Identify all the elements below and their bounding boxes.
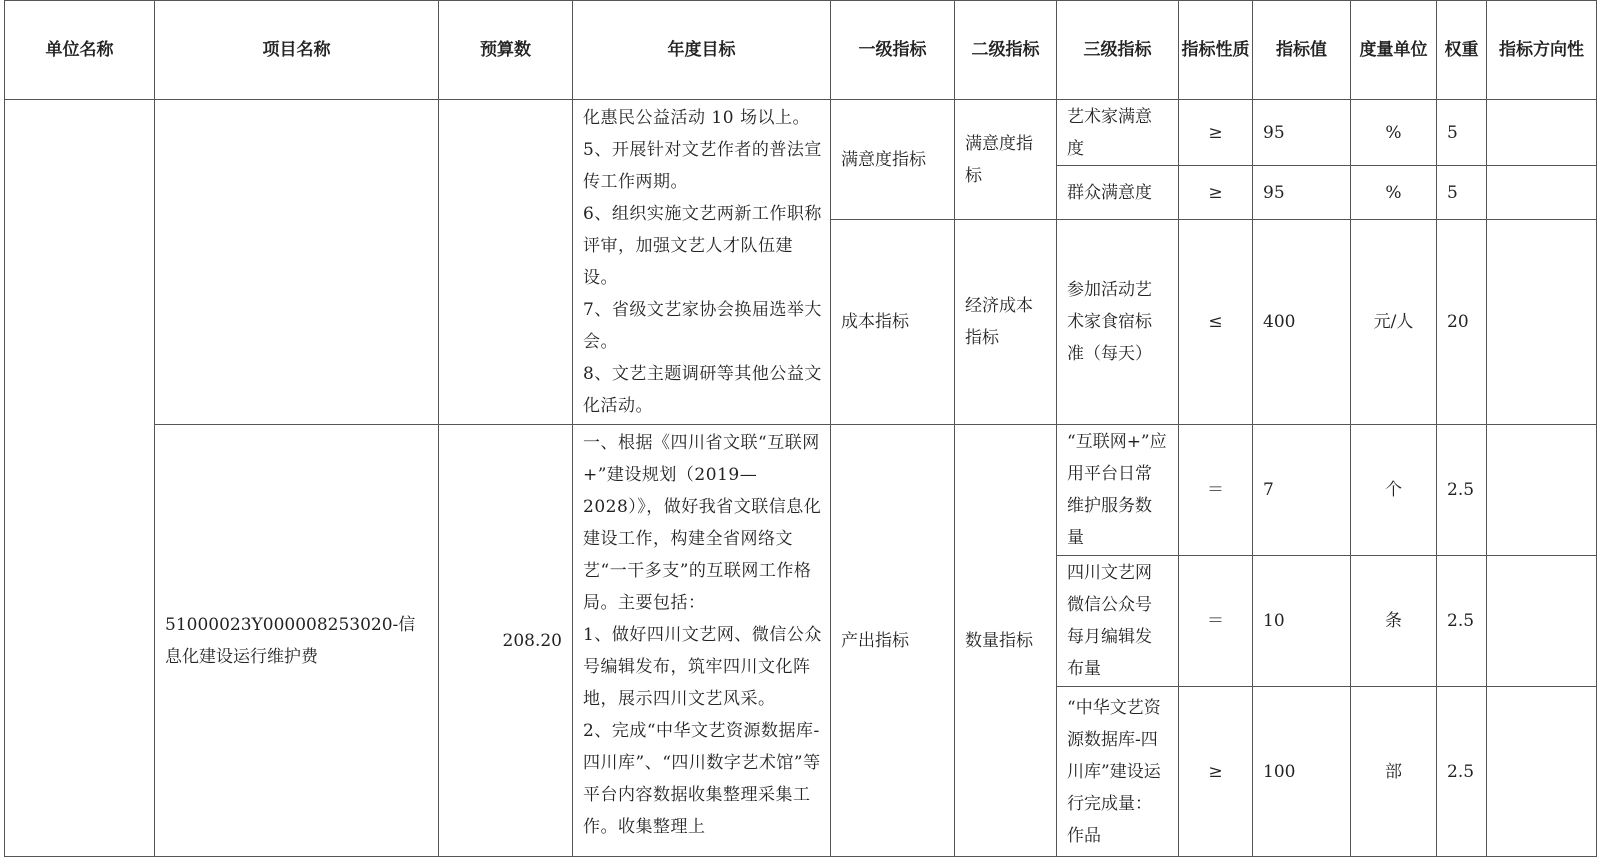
level3-cell: “互联网+”应用平台日常维护服务数量: [1057, 425, 1179, 556]
header-project-name: 项目名称: [155, 1, 439, 100]
header-unit: 度量单位: [1351, 1, 1437, 100]
header-level2: 二级指标: [955, 1, 1057, 100]
level3-cell: 群众满意度: [1057, 166, 1179, 220]
project-a-goal-cell: [573, 100, 831, 425]
weight-cell: 5: [1437, 166, 1487, 220]
nature-cell: ＝: [1179, 425, 1253, 556]
unit-name-cell: [5, 100, 155, 857]
table-row: [5, 425, 1597, 556]
project-b-name-cell: 51000023Y000008253020-信息化建设运行维护费: [155, 425, 439, 857]
nature-cell: ≥: [1179, 166, 1253, 220]
goal-line: 2、完成“中华文艺资源数据库-四川库”、“四川数字艺术馆”等平台内容数据收集整理采集工作。收集整理上: [583, 721, 821, 837]
goal-line: 化惠民公益活动 10 场以上。: [583, 108, 810, 128]
nature-cell: ≤: [1179, 220, 1253, 425]
goal-line: 7、省级文艺家协会换届选举大会。: [583, 300, 822, 352]
weight-cell: 2.5: [1437, 425, 1487, 556]
value-cell: 100: [1253, 687, 1351, 857]
header-value: 指标值: [1253, 1, 1351, 100]
unit-cell: 个: [1351, 425, 1437, 556]
value-cell: 7: [1253, 425, 1351, 556]
goal-line: 一、根据《四川省文联“互联网+”建设规划（2019—2028）》，做好我省文联信息化建设工作，构建全省网络文艺“一干多支”的互联网工作格局。主要包括：: [583, 433, 822, 613]
unit-cell: 条: [1351, 556, 1437, 687]
nature-cell: ≥: [1179, 100, 1253, 166]
header-budget: 预算数: [439, 1, 573, 100]
level3-cell: 参加活动艺术家食宿标准（每天）: [1057, 220, 1179, 425]
header-unit-name: 单位名称: [5, 1, 155, 100]
nature-cell: ≥: [1179, 687, 1253, 857]
level2-cell: 满意度指标: [955, 100, 1057, 220]
value-cell: 95: [1253, 100, 1351, 166]
direction-cell: [1487, 100, 1597, 166]
level2-cell: 经济成本指标: [955, 220, 1057, 425]
project-b-budget-cell: 208.20: [439, 425, 573, 857]
level3-cell: “中华文艺资源数据库-四川库”建设运行完成量：作品: [1057, 687, 1179, 857]
weight-cell: 20: [1437, 220, 1487, 425]
header-weight: 权重: [1437, 1, 1487, 100]
project-a-budget-cell: [439, 100, 573, 425]
level3-cell: 艺术家满意度: [1057, 100, 1179, 166]
direction-cell: [1487, 687, 1597, 857]
weight-cell: 2.5: [1437, 687, 1487, 857]
value-cell: 95: [1253, 166, 1351, 220]
level2-cell: 数量指标: [955, 425, 1057, 857]
goal-line: 5、开展针对文艺作者的普法宣传工作两期。: [583, 140, 822, 192]
unit-cell: %: [1351, 100, 1437, 166]
unit-cell: %: [1351, 166, 1437, 220]
direction-cell: [1487, 220, 1597, 425]
goal-line: 8、文艺主题调研等其他公益文化活动。: [583, 364, 822, 416]
unit-cell: 元/人: [1351, 220, 1437, 425]
direction-cell: [1487, 166, 1597, 220]
table-row: [5, 100, 1597, 166]
header-nature: 指标性质: [1179, 1, 1253, 100]
level1-cell: 产出指标: [831, 425, 955, 857]
project-a-name-cell: [155, 100, 439, 425]
header-level1: 一级指标: [831, 1, 955, 100]
unit-cell: 部: [1351, 687, 1437, 857]
level1-cell: 满意度指标: [831, 100, 955, 220]
table-header-row: [5, 1, 1597, 100]
goal-line: 6、组织实施文艺两新工作职称评审，加强文艺人才队伍建设。: [583, 204, 822, 288]
level1-cell: 成本指标: [831, 220, 955, 425]
goal-line: 1、做好四川文艺网、微信公众号编辑发布，筑牢四川文化阵地，展示四川文艺风采。: [583, 625, 822, 709]
header-level3: 三级指标: [1057, 1, 1179, 100]
value-cell: 400: [1253, 220, 1351, 425]
direction-cell: [1487, 556, 1597, 687]
value-cell: 10: [1253, 556, 1351, 687]
weight-cell: 2.5: [1437, 556, 1487, 687]
direction-cell: [1487, 425, 1597, 556]
header-direction: 指标方向性: [1487, 1, 1597, 100]
nature-cell: ＝: [1179, 556, 1253, 687]
weight-cell: 5: [1437, 100, 1487, 166]
project-b-goal-cell: [573, 425, 831, 857]
performance-indicator-table: [4, 0, 1597, 857]
budget-performance-table-page: [4, 0, 1596, 867]
header-annual-goal: 年度目标: [573, 1, 831, 100]
level3-cell: 四川文艺网微信公众号每月编辑发布量: [1057, 556, 1179, 687]
